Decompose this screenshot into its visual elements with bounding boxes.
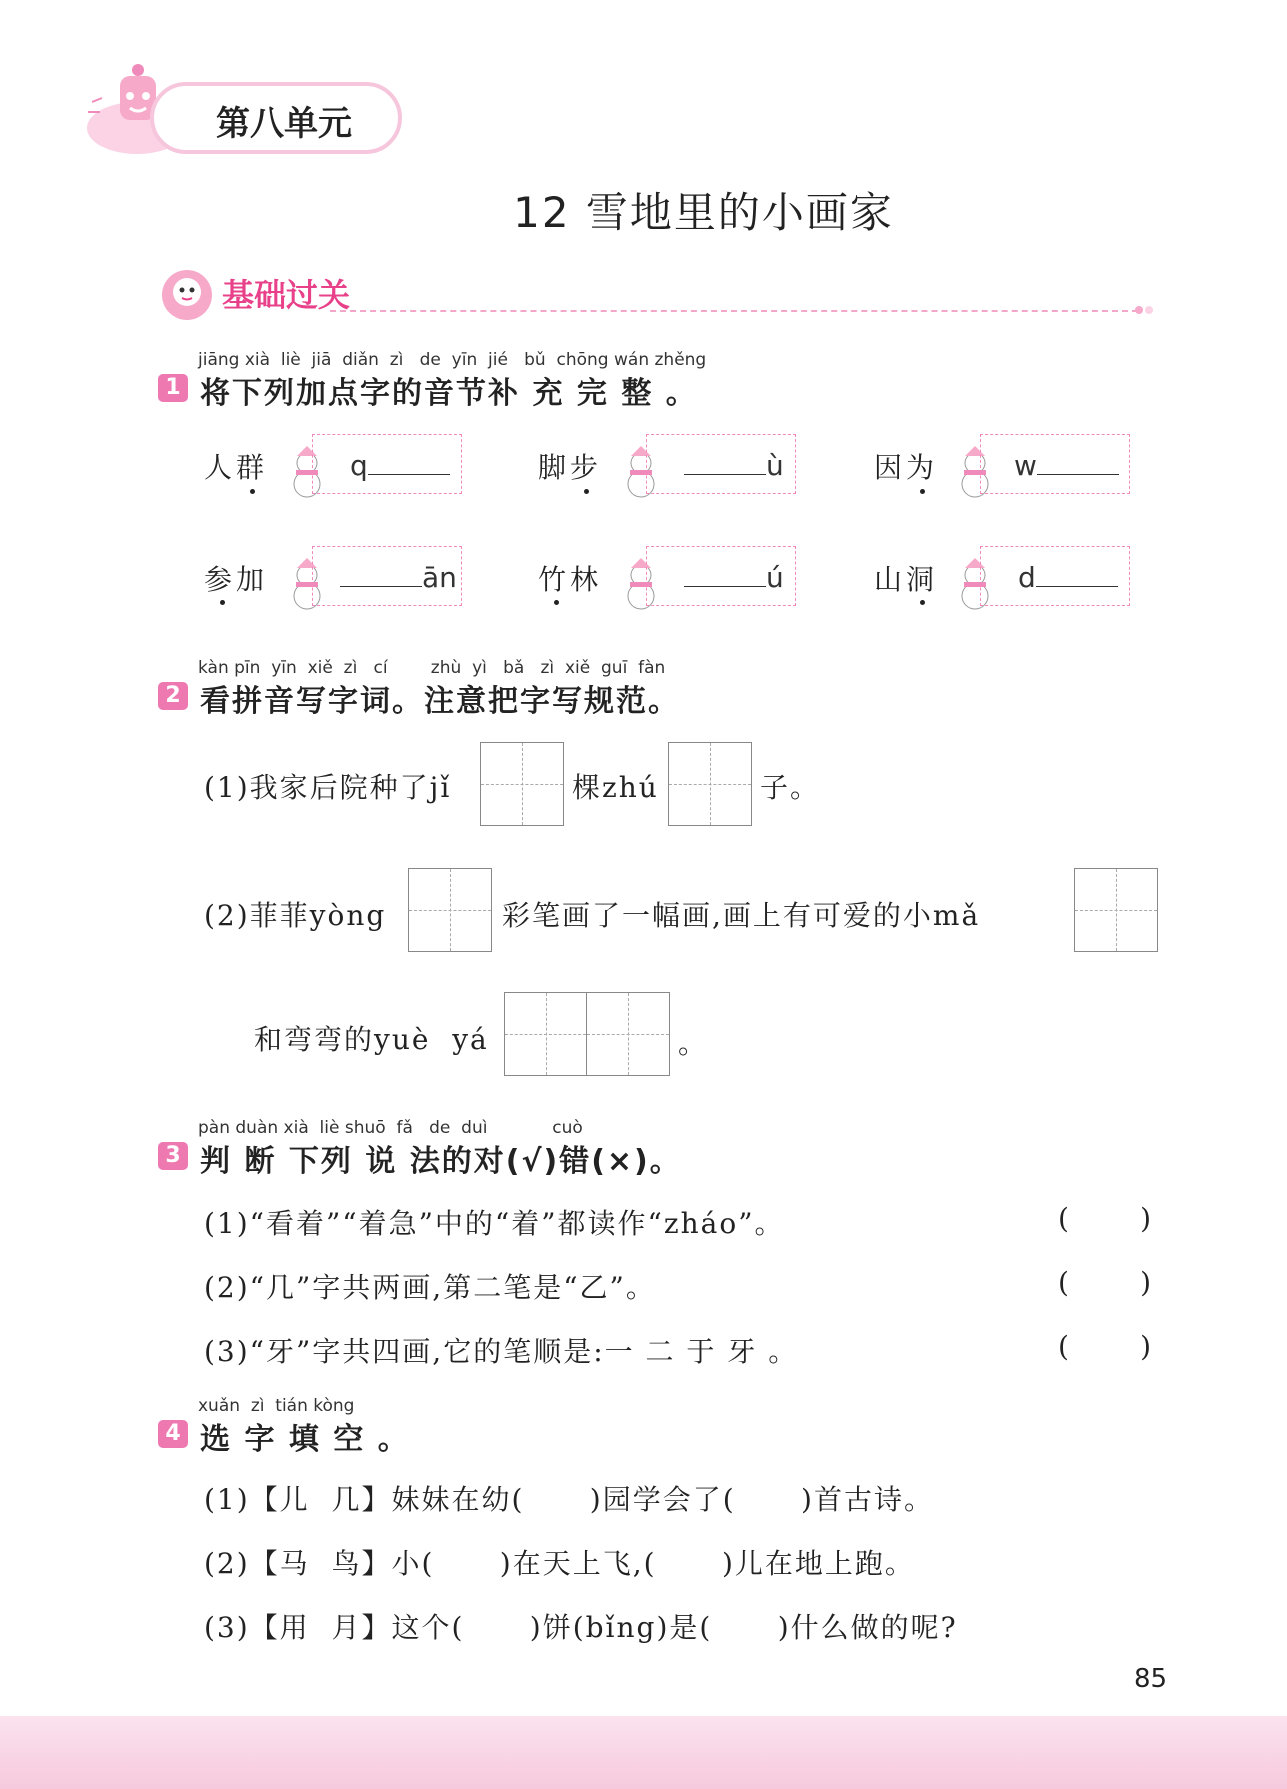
writing-grid[interactable] — [1074, 868, 1158, 952]
writing-grid-double[interactable] — [504, 992, 670, 1076]
answer-parens[interactable]: ( ) — [1058, 1330, 1152, 1363]
answer-parens[interactable]: ( ) — [1058, 1202, 1152, 1235]
writing-grid[interactable] — [480, 742, 564, 826]
emphasis-dot — [920, 600, 925, 605]
q1-word-1: 人群 — [204, 451, 269, 484]
q2-instruction: 看拼音写字词。注意把字写规范。 — [200, 684, 680, 719]
q2-line3-part2: 。 — [678, 1027, 709, 1060]
emphasis-dot — [250, 489, 255, 494]
q1-word-3: 因为 — [874, 451, 939, 484]
q1-number: 1 — [158, 374, 188, 402]
emphasis-dot — [220, 600, 225, 605]
q4-instruction: 选 字 填 空 。 — [200, 1422, 410, 1457]
q3-statement-2: (2)“几”字共两画,第二笔是“乙”。 — [204, 1271, 656, 1304]
q1-answer-6[interactable]: d — [1018, 561, 1118, 594]
emphasis-dot — [554, 600, 559, 605]
q4-item-1: (1)【儿 几】妹妹在幼( )园学会了( )首古诗。 — [204, 1483, 934, 1516]
q1-word-2: 脚步 — [538, 451, 603, 484]
section-mascot-icon — [160, 268, 214, 322]
decorative-dots-icon — [1134, 300, 1158, 320]
q2-line3-part1: 和弯弯的yuè yá — [254, 1023, 489, 1056]
q3-pinyin: pàn duàn xià liè shuō fǎ de duì cuò — [198, 1118, 583, 1138]
q4-pinyin: xuǎn zì tián kòng — [198, 1396, 355, 1416]
q1-answer-3[interactable]: w — [1014, 449, 1119, 482]
footer-band — [0, 1716, 1287, 1789]
q3-statement-1: (1)“看着”“着急”中的“着”都读作“zháo”。 — [204, 1207, 785, 1240]
q1-answer-2[interactable]: ù — [684, 449, 784, 482]
q2-pinyin: kàn pīn yīn xiě zì cí zhù yì bǎ zì xiě guī fàn — [198, 658, 666, 678]
section-divider — [330, 310, 1138, 312]
emphasis-dot — [920, 489, 925, 494]
q3-statement-3: (3)“牙”字共四画,它的笔顺是:一 二 于 牙 。 — [204, 1335, 799, 1368]
q1-answer-1[interactable]: q — [350, 449, 450, 482]
q1-word-5: 竹林 — [538, 563, 603, 596]
q1-instruction: 将下列加点字的音节补 充 完 整 。 — [200, 376, 698, 411]
q2-line1-part3: 子。 — [760, 771, 821, 804]
q1-answer-4[interactable]: ān — [340, 561, 457, 594]
q2-line2-part2: 彩笔画了一幅画,画上有可爱的小mǎ — [502, 899, 981, 932]
q2-line2-part1: (2)菲菲yòng — [204, 899, 387, 932]
q4-item-3: (3)【用 月】这个( )饼(bǐng)是( )什么做的呢? — [204, 1611, 958, 1644]
q4-number: 4 — [158, 1420, 188, 1448]
q1-answer-5[interactable]: ú — [684, 561, 784, 594]
q2-number: 2 — [158, 682, 188, 710]
q1-word-6: 山洞 — [874, 563, 939, 596]
writing-grid[interactable] — [668, 742, 752, 826]
section-title: 基础过关 — [222, 276, 351, 314]
writing-grid[interactable] — [408, 868, 492, 952]
q1-word-4: 参加 — [204, 563, 269, 596]
q4-item-2: (2)【马 鸟】小( )在天上飞,( )儿在地上跑。 — [204, 1547, 915, 1580]
lesson-title: 12 雪地里的小画家 — [513, 188, 894, 237]
answer-parens[interactable]: ( ) — [1058, 1266, 1152, 1299]
unit-title: 第八单元 — [216, 104, 352, 144]
q2-line1-part1: (1)我家后院种了jǐ — [204, 771, 452, 804]
page-number: 85 — [1134, 1664, 1168, 1694]
q1-pinyin: jiāng xià liè jiā diǎn zì de yīn jié bǔ chōng wán zhěng — [198, 350, 707, 370]
q2-line1-part2: 棵zhú — [572, 771, 659, 804]
q3-number: 3 — [158, 1142, 188, 1170]
q3-instruction: 判 断 下列 说 法的对(√)错(×)。 — [200, 1144, 682, 1179]
emphasis-dot — [584, 489, 589, 494]
